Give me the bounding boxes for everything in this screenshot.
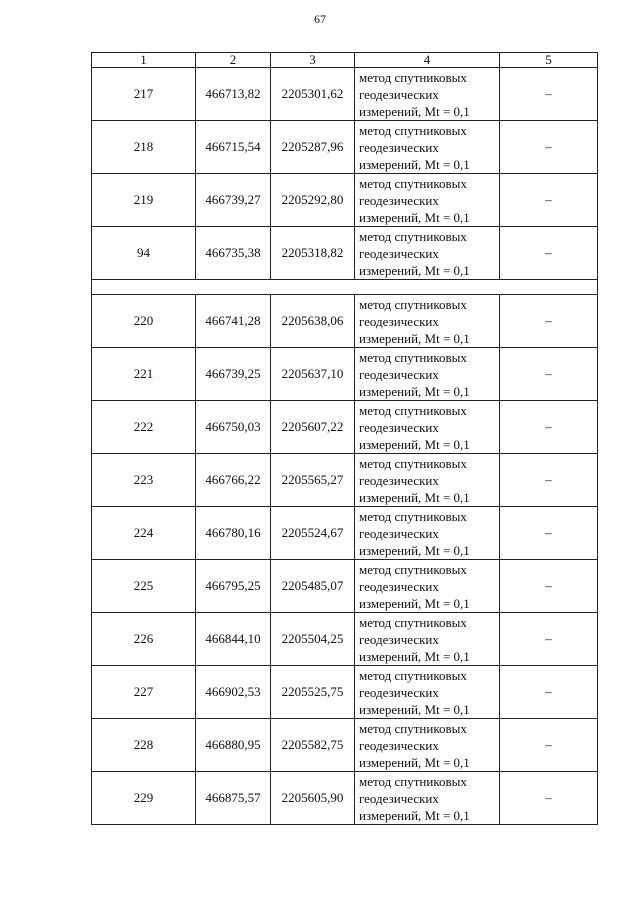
point-number-cell: 222	[92, 401, 196, 454]
method-line: метод спутниковых	[359, 175, 467, 191]
separator-row	[92, 280, 598, 295]
method-line: метод спутниковых	[359, 720, 467, 736]
table-row	[92, 666, 598, 719]
method-line: метод спутниковых	[359, 455, 467, 471]
method-line: метод спутниковых	[359, 228, 467, 244]
point-number-cell: 226	[92, 613, 196, 666]
table-row	[92, 348, 598, 401]
x-coordinate-cell: 466766,22	[196, 454, 271, 507]
header-row	[92, 53, 598, 68]
method-line: метод спутниковых	[359, 667, 467, 683]
description-cell: –	[500, 68, 598, 121]
table-row	[92, 719, 598, 772]
table-row	[92, 174, 598, 227]
point-number-cell: 229	[92, 772, 196, 825]
method-line: измерений, Mt = 0,1	[359, 156, 470, 172]
point-number-cell: 217	[92, 68, 196, 121]
x-coordinate-cell: 466715,54	[196, 121, 271, 174]
point-number-cell: 223	[92, 454, 196, 507]
method-cell	[355, 174, 500, 227]
method-line: измерений, Mt = 0,1	[359, 209, 470, 225]
point-number-cell: 221	[92, 348, 196, 401]
separator-cell	[92, 280, 598, 295]
method-line: метод спутниковых	[359, 69, 467, 85]
description-cell: –	[500, 719, 598, 772]
header-col-5: 5	[500, 53, 598, 68]
method-cell	[355, 772, 500, 825]
y-coordinate-cell: 2205524,67	[271, 507, 355, 560]
method-cell	[355, 666, 500, 719]
method-line: измерений, Mt = 0,1	[359, 807, 470, 823]
y-coordinate-cell: 2205638,06	[271, 295, 355, 348]
x-coordinate-cell: 466902,53	[196, 666, 271, 719]
x-coordinate-cell: 466875,57	[196, 772, 271, 825]
description-cell: –	[500, 401, 598, 454]
y-coordinate-cell: 2205287,96	[271, 121, 355, 174]
table-row	[92, 454, 598, 507]
y-coordinate-cell: 2205318,82	[271, 227, 355, 280]
method-line: измерений, Mt = 0,1	[359, 262, 470, 278]
method-line: геодезических	[359, 313, 439, 329]
point-number-cell: 220	[92, 295, 196, 348]
x-coordinate-cell: 466713,82	[196, 68, 271, 121]
method-line: геодезических	[359, 578, 439, 594]
y-coordinate-cell: 2205504,25	[271, 613, 355, 666]
method-line: измерений, Mt = 0,1	[359, 701, 470, 717]
description-cell: –	[500, 174, 598, 227]
method-cell	[355, 348, 500, 401]
description-cell: –	[500, 507, 598, 560]
description-cell: –	[500, 295, 598, 348]
table-row	[92, 68, 598, 121]
header-col-4: 4	[355, 53, 500, 68]
method-cell	[355, 68, 500, 121]
description-cell: –	[500, 121, 598, 174]
x-coordinate-cell: 466795,25	[196, 560, 271, 613]
page-number: 67	[314, 12, 326, 26]
description-cell: –	[500, 613, 598, 666]
description-cell: –	[500, 454, 598, 507]
y-coordinate-cell: 2205525,75	[271, 666, 355, 719]
method-line: геодезических	[359, 684, 439, 700]
point-number-cell: 219	[92, 174, 196, 227]
y-coordinate-cell: 2205637,10	[271, 348, 355, 401]
table-row	[92, 772, 598, 825]
method-line: измерений, Mt = 0,1	[359, 754, 470, 770]
point-number-cell: 227	[92, 666, 196, 719]
y-coordinate-cell: 2205301,62	[271, 68, 355, 121]
x-coordinate-cell: 466780,16	[196, 507, 271, 560]
description-cell: –	[500, 772, 598, 825]
method-line: метод спутниковых	[359, 349, 467, 365]
method-cell	[355, 560, 500, 613]
coordinates-table	[91, 52, 598, 825]
method-line: измерений, Mt = 0,1	[359, 436, 470, 452]
table-row	[92, 613, 598, 666]
method-cell	[355, 613, 500, 666]
header-col-2: 2	[196, 53, 271, 68]
method-cell	[355, 121, 500, 174]
y-coordinate-cell: 2205565,27	[271, 454, 355, 507]
point-number-cell: 94	[92, 227, 196, 280]
method-line: метод спутниковых	[359, 773, 467, 789]
description-cell: –	[500, 666, 598, 719]
header-col-1: 1	[92, 53, 196, 68]
method-line: метод спутниковых	[359, 614, 467, 630]
header-col-3: 3	[271, 53, 355, 68]
method-line: геодезических	[359, 419, 439, 435]
method-line: метод спутниковых	[359, 508, 467, 524]
method-line: измерений, Mt = 0,1	[359, 330, 470, 346]
table-row	[92, 121, 598, 174]
x-coordinate-cell: 466739,27	[196, 174, 271, 227]
method-line: геодезических	[359, 472, 439, 488]
y-coordinate-cell: 2205485,07	[271, 560, 355, 613]
method-line: геодезических	[359, 525, 439, 541]
table-row	[92, 401, 598, 454]
method-line: геодезических	[359, 139, 439, 155]
method-line: метод спутниковых	[359, 561, 467, 577]
table-row	[92, 295, 598, 348]
point-number-cell: 228	[92, 719, 196, 772]
point-number-cell: 218	[92, 121, 196, 174]
y-coordinate-cell: 2205607,22	[271, 401, 355, 454]
method-line: геодезических	[359, 192, 439, 208]
description-cell: –	[500, 560, 598, 613]
method-line: геодезических	[359, 86, 439, 102]
point-number-cell: 225	[92, 560, 196, 613]
x-coordinate-cell: 466750,03	[196, 401, 271, 454]
method-cell	[355, 295, 500, 348]
method-line: геодезических	[359, 366, 439, 382]
method-cell	[355, 719, 500, 772]
y-coordinate-cell: 2205605,90	[271, 772, 355, 825]
point-number-cell: 224	[92, 507, 196, 560]
method-cell	[355, 227, 500, 280]
method-cell	[355, 454, 500, 507]
method-line: измерений, Mt = 0,1	[359, 595, 470, 611]
method-cell	[355, 401, 500, 454]
method-line: геодезических	[359, 245, 439, 261]
method-line: геодезических	[359, 631, 439, 647]
table-row	[92, 507, 598, 560]
method-line: измерений, Mt = 0,1	[359, 103, 470, 119]
y-coordinate-cell: 2205582,75	[271, 719, 355, 772]
description-cell: –	[500, 348, 598, 401]
x-coordinate-cell: 466735,38	[196, 227, 271, 280]
y-coordinate-cell: 2205292,80	[271, 174, 355, 227]
method-line: метод спутниковых	[359, 402, 467, 418]
method-line: измерений, Mt = 0,1	[359, 489, 470, 505]
method-line: измерений, Mt = 0,1	[359, 383, 470, 399]
method-line: метод спутниковых	[359, 296, 467, 312]
method-line: измерений, Mt = 0,1	[359, 542, 470, 558]
x-coordinate-cell: 466844,10	[196, 613, 271, 666]
method-line: измерений, Mt = 0,1	[359, 648, 470, 664]
x-coordinate-cell: 466741,28	[196, 295, 271, 348]
table-row	[92, 560, 598, 613]
method-line: метод спутниковых	[359, 122, 467, 138]
method-line: геодезических	[359, 790, 439, 806]
table-row	[92, 227, 598, 280]
x-coordinate-cell: 466739,25	[196, 348, 271, 401]
method-cell	[355, 507, 500, 560]
x-coordinate-cell: 466880,95	[196, 719, 271, 772]
description-cell: –	[500, 227, 598, 280]
method-line: геодезических	[359, 737, 439, 753]
